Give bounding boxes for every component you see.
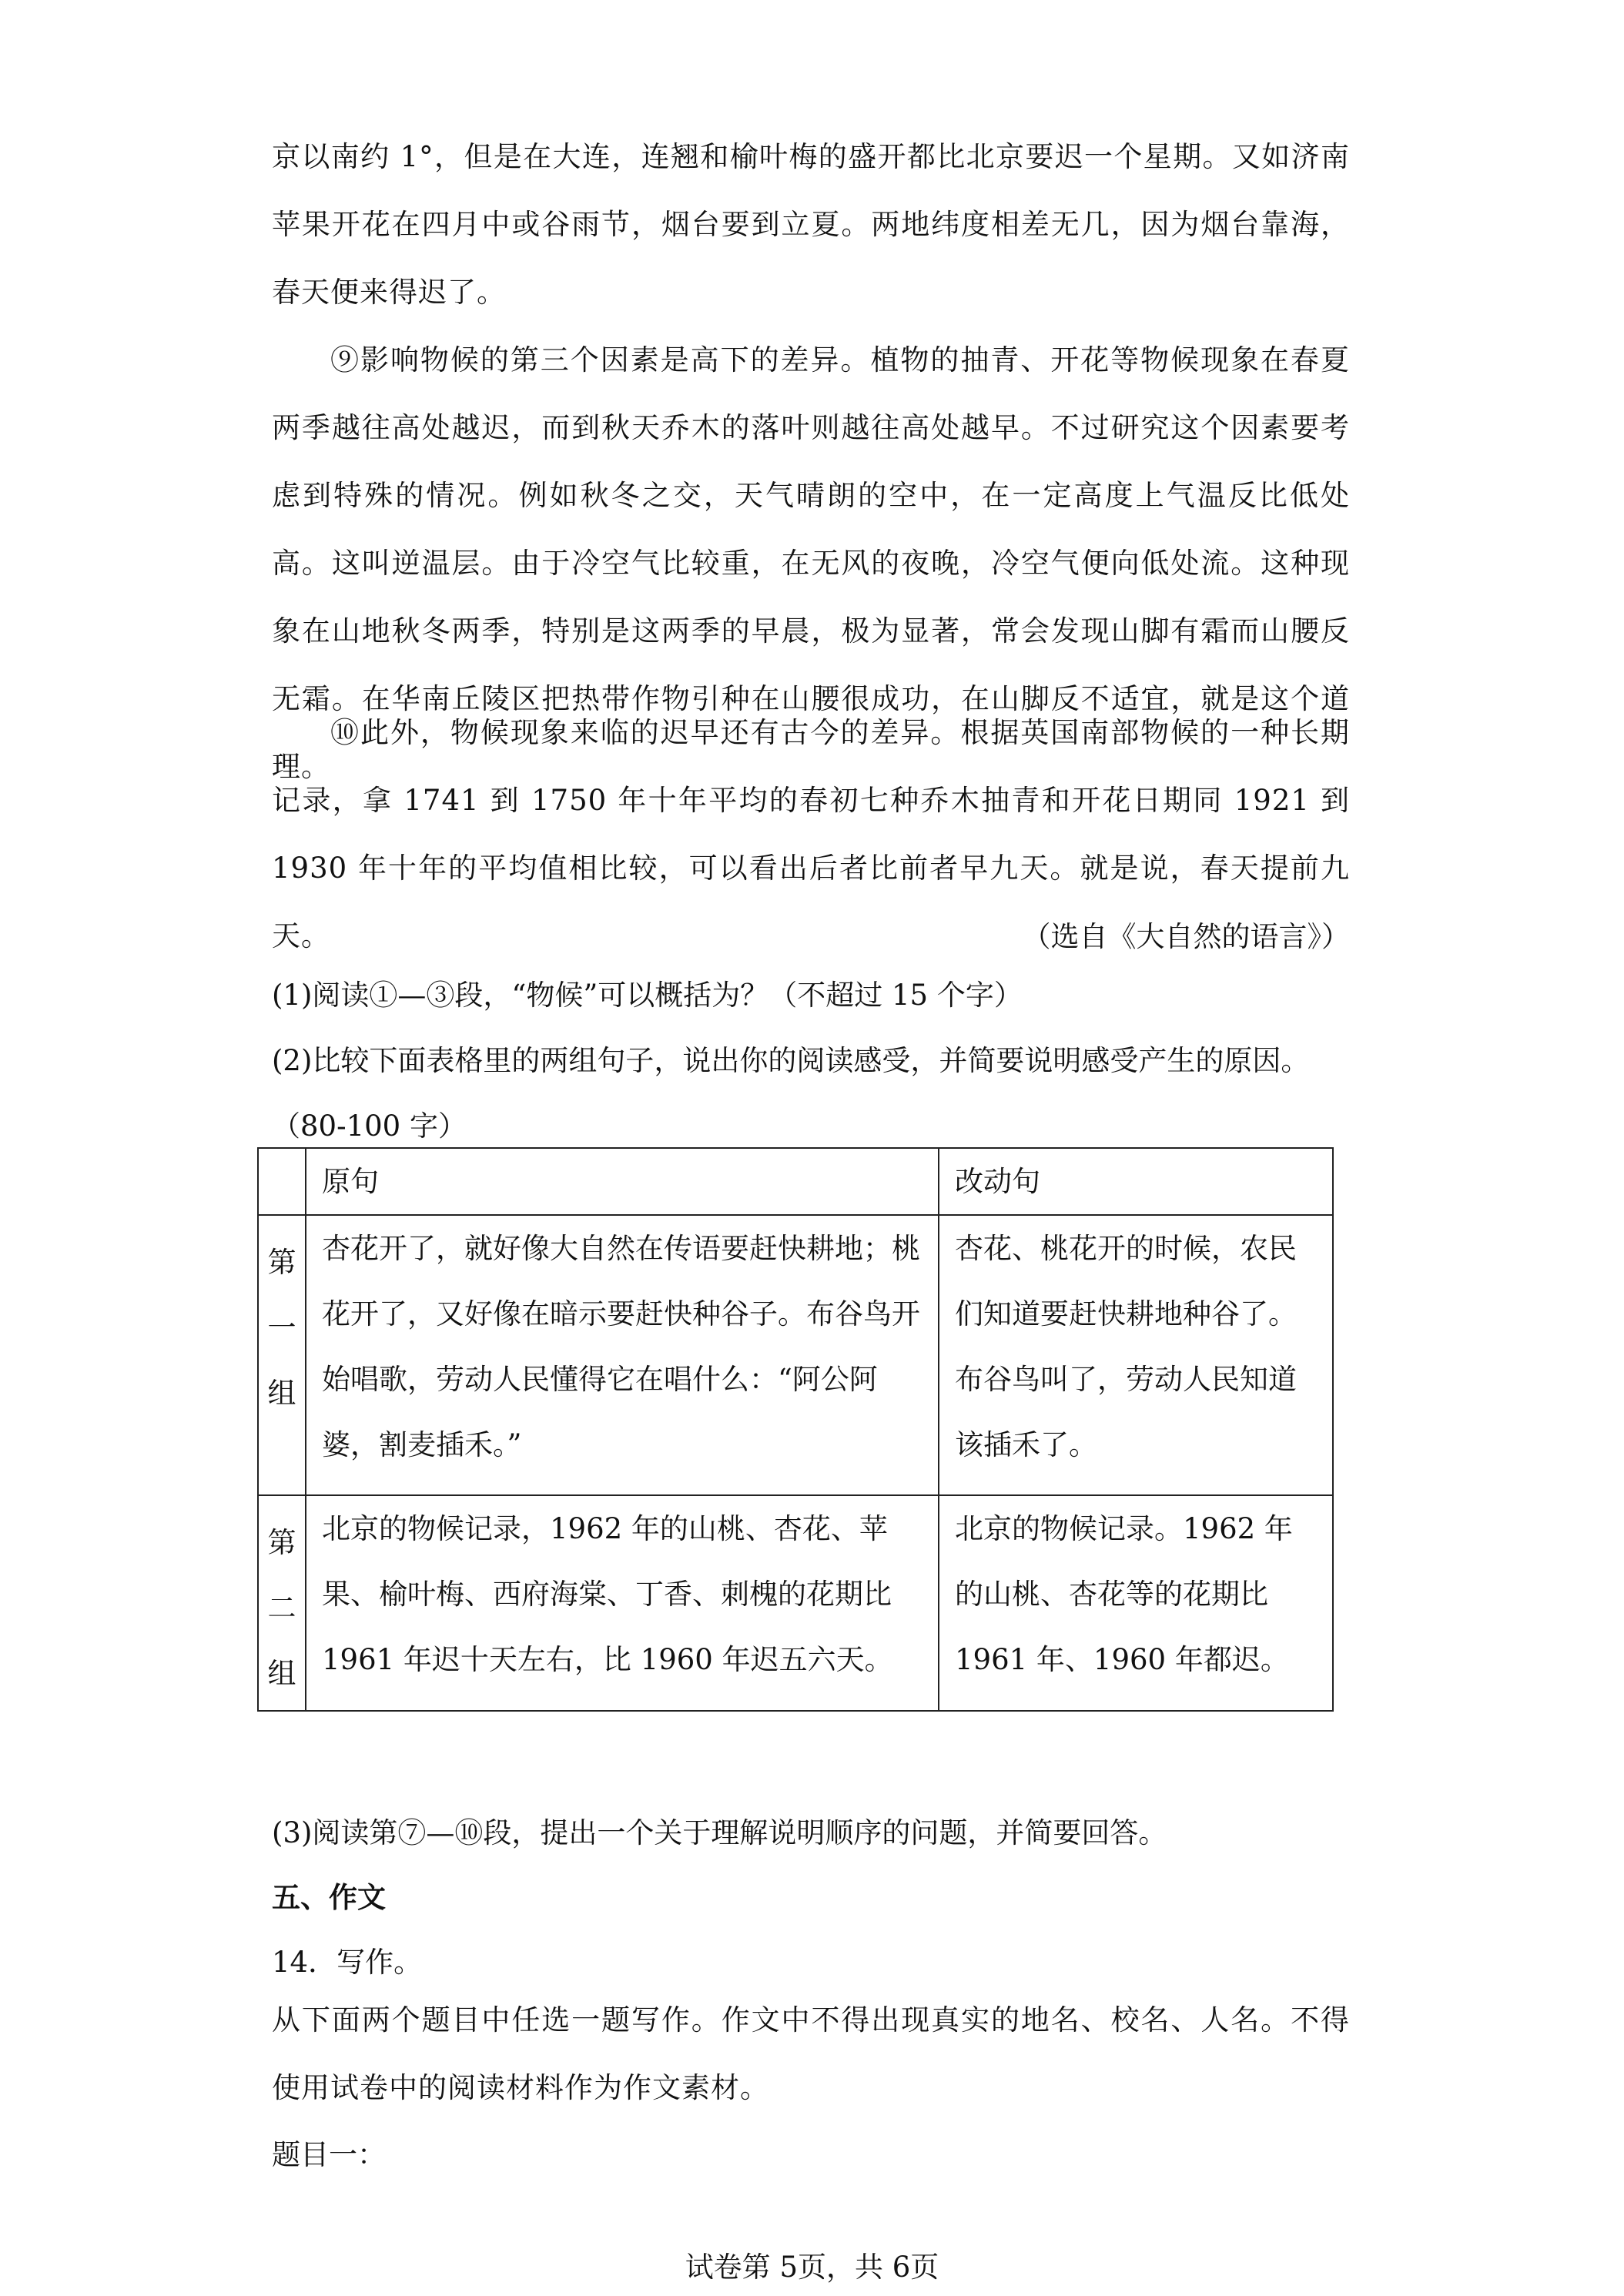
writing-instruction: 从下面两个题目中任选一题写作。作文中不得出现真实的地名、校名、人名。不得使用试卷中的阅读材料作为作文素材。 (272, 2003, 1350, 2104)
table-row (258, 1215, 1333, 1495)
question-2-word-limit: （80-100 字） (272, 1110, 467, 1143)
group-label (258, 1215, 306, 1495)
page-footer: 试卷第 5页，共 6页 (685, 2251, 939, 2284)
changed-sentence: 北京的物候记录。1962 年的山桃、杏花等的花期比 1961 年、1960 年都迟。 (939, 1495, 1333, 1711)
question-14: 14．写作。 (272, 1946, 423, 1979)
table-corner-cell (258, 1148, 306, 1215)
group-label (258, 1495, 306, 1711)
comparison-table (257, 1147, 1334, 1712)
group-label-char: 一 (267, 1311, 296, 1344)
table-header-row (258, 1148, 1333, 1215)
original-sentence: 杏花开了，就好像大自然在传语要赶快耕地；桃花开了，又好像在暗示要赶快种谷子。布谷鸟开始唱歌，劳动人民懂得它在唱什么：“阿公阿婆，割麦插禾。” (306, 1215, 939, 1495)
paragraph-10: ⑩此外，物候现象来临的迟早还有古今的差异。根据英国南部物候的一种长期记录，拿 1741 到 1750 年十年平均的春初七种乔木抽青和开花日期同 1921 到 1930 年十年的平均值相比较，可以看出后者比前者早九天。就是说，春天提前九天。 (272, 716, 1350, 952)
topic-one-label: 题目一： (272, 2138, 386, 2171)
source-citation: （选自《大自然的语言》） (1022, 920, 1350, 953)
original-sentence: 北京的物候记录，1962 年的山桃、杏花、苹果、榆叶梅、西府海棠、丁香、刺槐的花期比 1961 年迟十天左右，比 1960 年迟五六天。 (306, 1495, 939, 1711)
group-label-char: 第 (267, 1526, 296, 1559)
paragraph-8-tail: 京以南约 1°，但是在大连，连翘和榆叶梅的盛开都比北京要迟一个星期。又如济南苹果开花在四月中或谷雨节，烟台要到立夏。两地纬度相差无几，因为烟台靠海，春天便来得迟了。 (272, 140, 1350, 309)
header-original: 原句 (306, 1148, 939, 1215)
question-1: (1)阅读①—③段，“物候”可以概括为？（不超过 15 个字） (272, 979, 1023, 1012)
section-heading: 五、作文 (272, 1881, 386, 1914)
table-row (258, 1495, 1333, 1711)
group-label-char: 组 (267, 1377, 296, 1410)
paragraph-9: ⑨影响物候的第三个因素是高下的差异。植物的抽青、开花等物候现象在春夏两季越往高处越迟，而到秋天乔木的落叶则越往高处越早。不过研究这个因素要考虑到特殊的情况。例如秋冬之交，天气晴朗的空中，在一定高度上气温反比低处高。这叫逆温层。由于冷空气比较重，在无风的夜晚，冷空气便向低处流。这种现象在山地秋冬两季，特别是这两季的早晨，极为显著，常会发现山脚有霜而山腰反无霜。在华南丘陵区把热带作物引种在山腰很成功，在山脚反不适宜，就是这个道理。 (272, 343, 1350, 783)
group-label-char: 第 (267, 1246, 296, 1279)
question-3: (3)阅读第⑦—⑩段，提出一个关于理解说明顺序的问题，并简要回答。 (272, 1816, 1167, 1849)
changed-sentence: 杏花、桃花开的时候，农民们知道要赶快耕地种谷了。布谷鸟叫了，劳动人民知道该插禾了。 (939, 1215, 1333, 1495)
header-changed: 改动句 (939, 1148, 1333, 1215)
question-2: (2)比较下面表格里的两组句子，说出你的阅读感受，并简要说明感受产生的原因。 (272, 1044, 1310, 1077)
group-label-char: 组 (267, 1657, 296, 1690)
group-label-char: 二 (267, 1591, 296, 1625)
